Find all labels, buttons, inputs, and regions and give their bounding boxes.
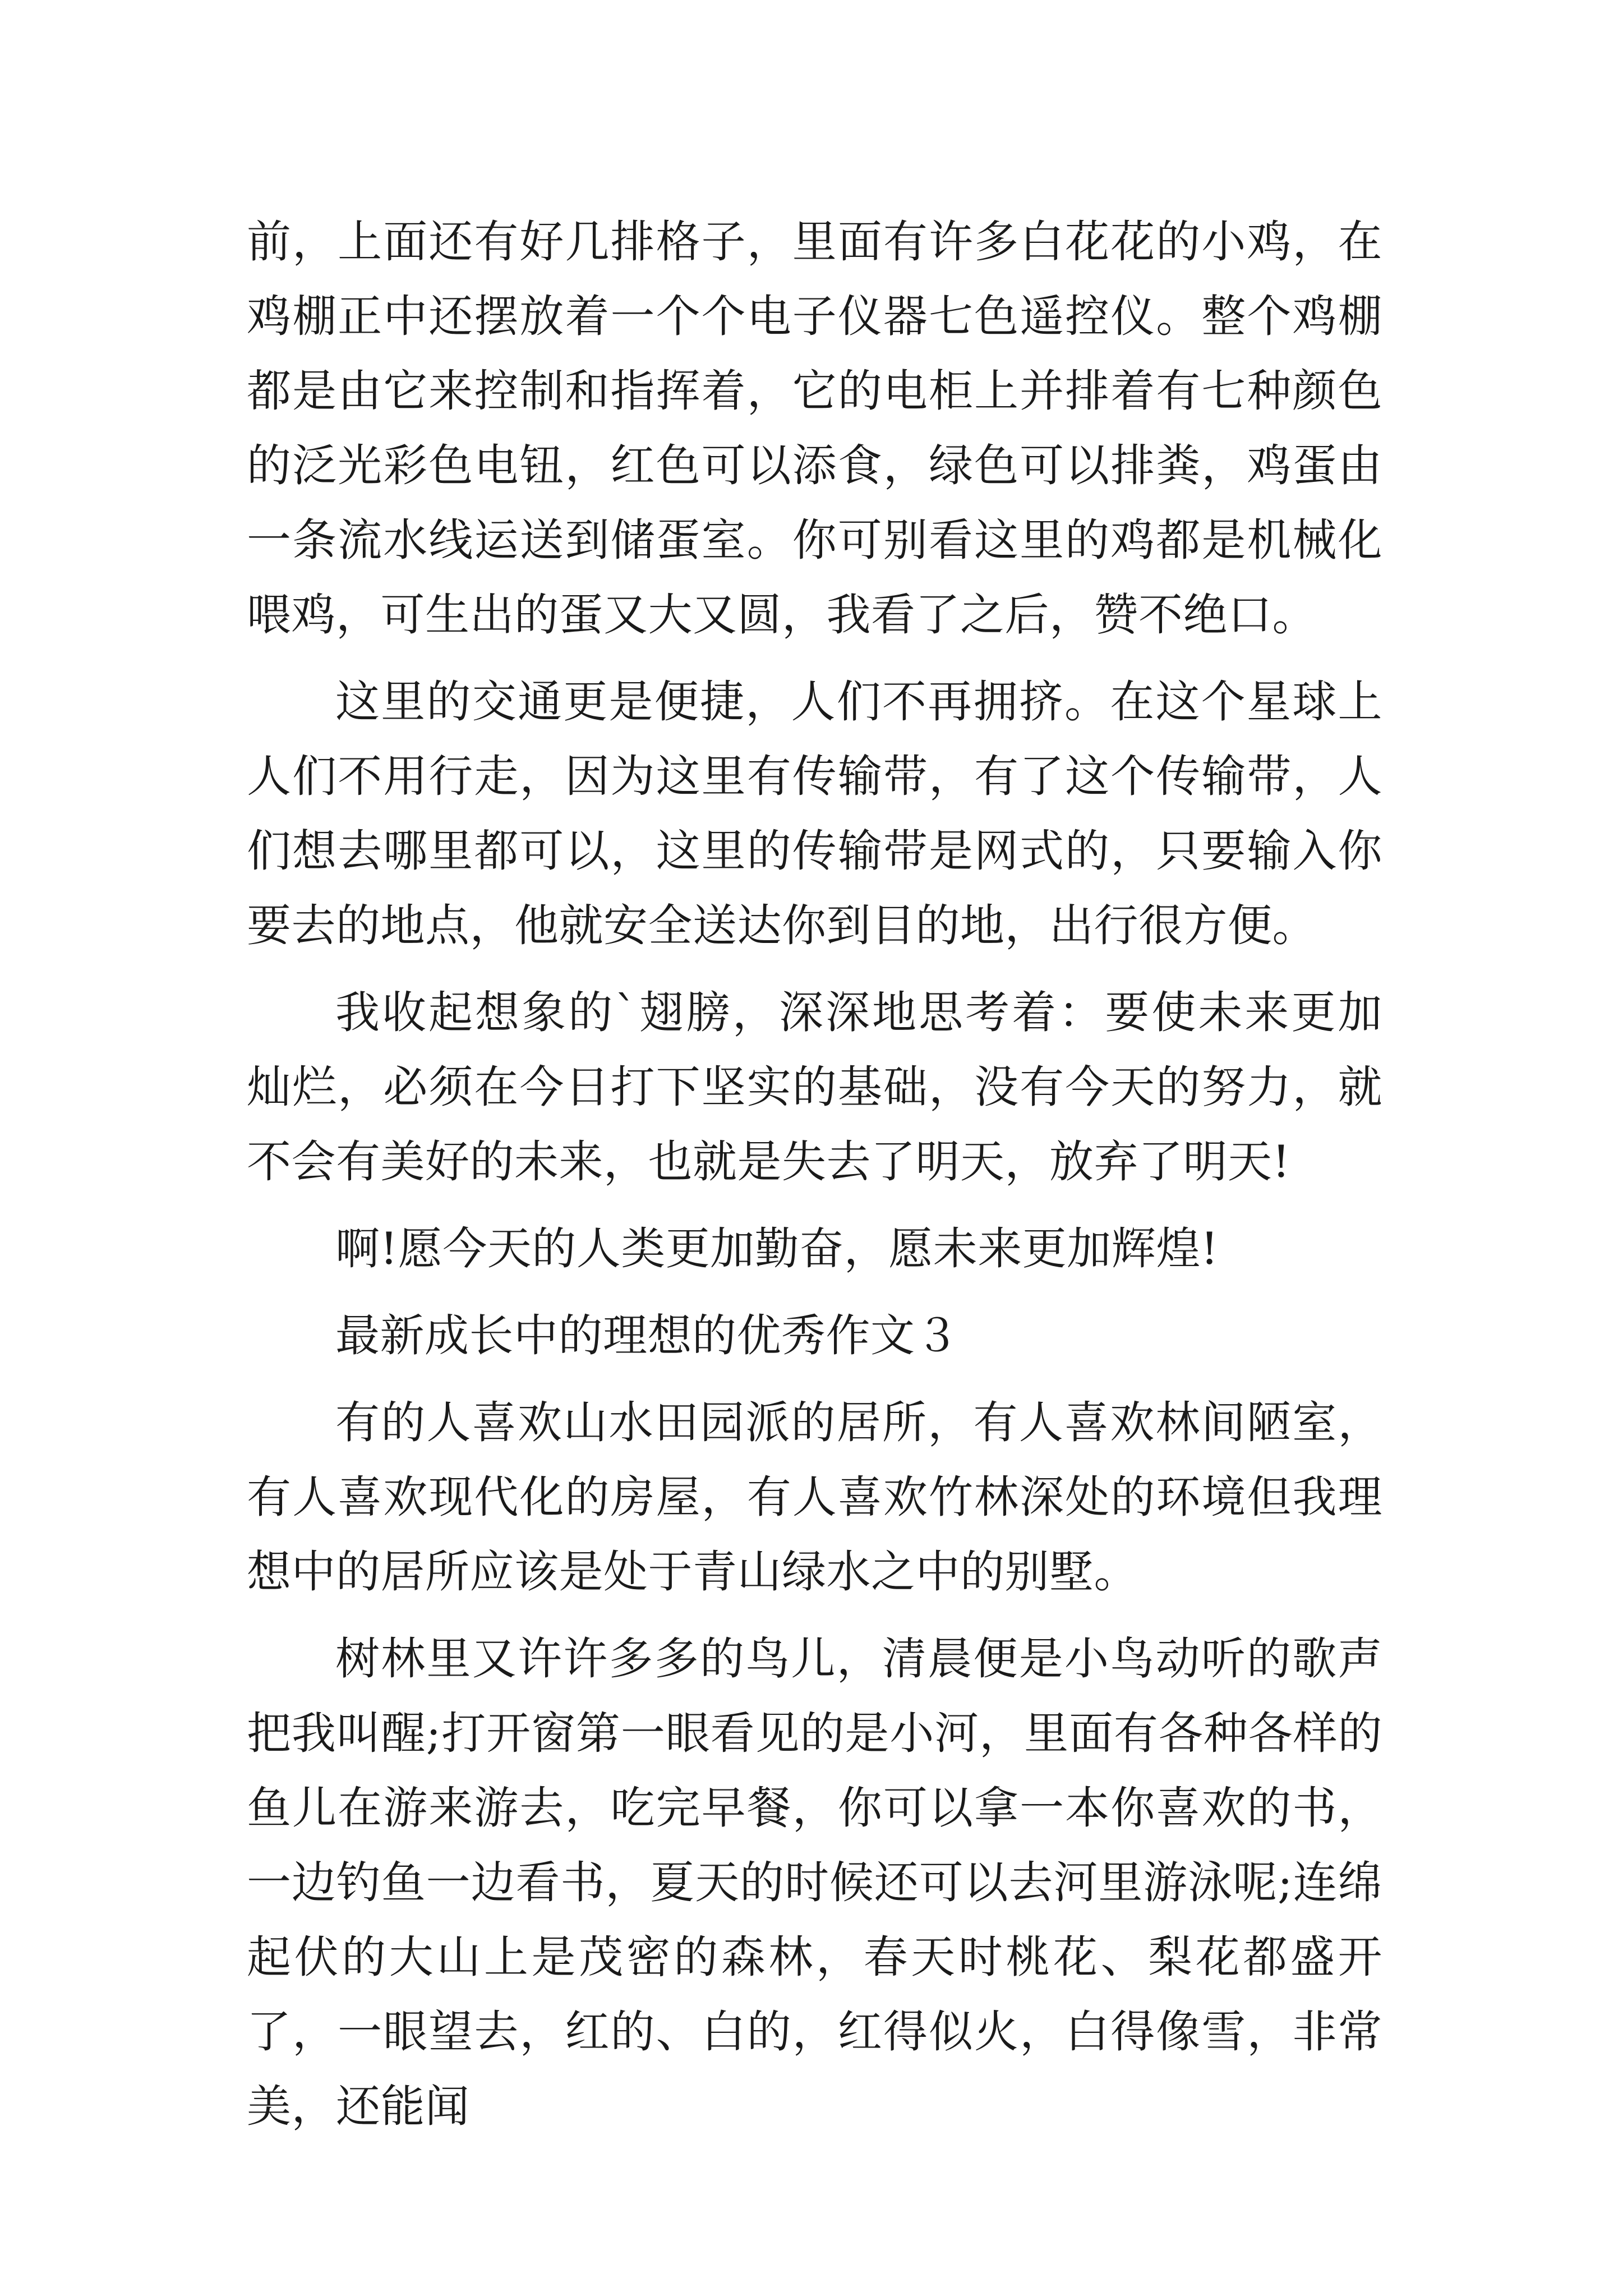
paragraph-4: 啊!愿今天的人类更加勤奋，愿未来更加辉煌! bbox=[335, 1223, 1219, 1274]
paragraph-5: 有的人喜欢山水田园派的居所，有人喜欢林间陋室，有人喜欢现代化的房屋，有人喜欢竹林深处的环境但我理想中的居所应该是处于青山绿水之中的别墅。 bbox=[247, 1397, 1382, 1598]
paragraph-6: 树林里又许许多多的鸟儿，清晨便是小鸟动听的歌声把我叫醒;打开窗第一眼看见的是小河，里面有各种各样的鱼儿在游来游去，吃完早餐，你可以拿一本你喜欢的书，一边钓鱼一边看书，夏天的时候还可以去河里游泳呢;连绵起伏的大山上是茂密的森林，春天时桃花、梨花都盛开了，一眼望去，红的、白的，红得似火，白得像雪，非常美，还能闻 bbox=[247, 1633, 1382, 2132]
paragraph-3: 我收起想象的`翅膀，深深地思考着：要使未来更加灿烂，必须在今日打下坚实的基础，没有今天的努力，就不会有美好的未来，也就是失去了明天，放弃了明天! bbox=[247, 987, 1382, 1188]
paragraph-1: 前，上面还有好几排格子，里面有许多白花花的小鸡，在鸡棚正中还摆放着一个个电子仪器七色遥控仪。整个鸡棚都是由它来控制和指挥着，它的电柜上并排着有七种颜色的泛光彩色电钮，红色可以添食，绿色可以排粪，鸡蛋由一条流水线运送到储蛋室。你可别看这里的鸡都是机械化喂鸡，可生出的蛋又大又圆，我看了之后，赞不绝口。 bbox=[247, 216, 1382, 641]
paragraph-2: 这里的交通更是便捷，人们不再拥挤。在这个星球上人们不用行走，因为这里有传输带，有了这个传输带，人们想去哪里都可以，这里的传输带是网式的，只要输入你要去的地点，他就安全送达你到目的地，出行很方便。 bbox=[247, 676, 1382, 951]
document-body bbox=[247, 205, 1382, 2144]
section-heading: 最新成长中的理想的优秀作文３ bbox=[335, 1310, 960, 1361]
